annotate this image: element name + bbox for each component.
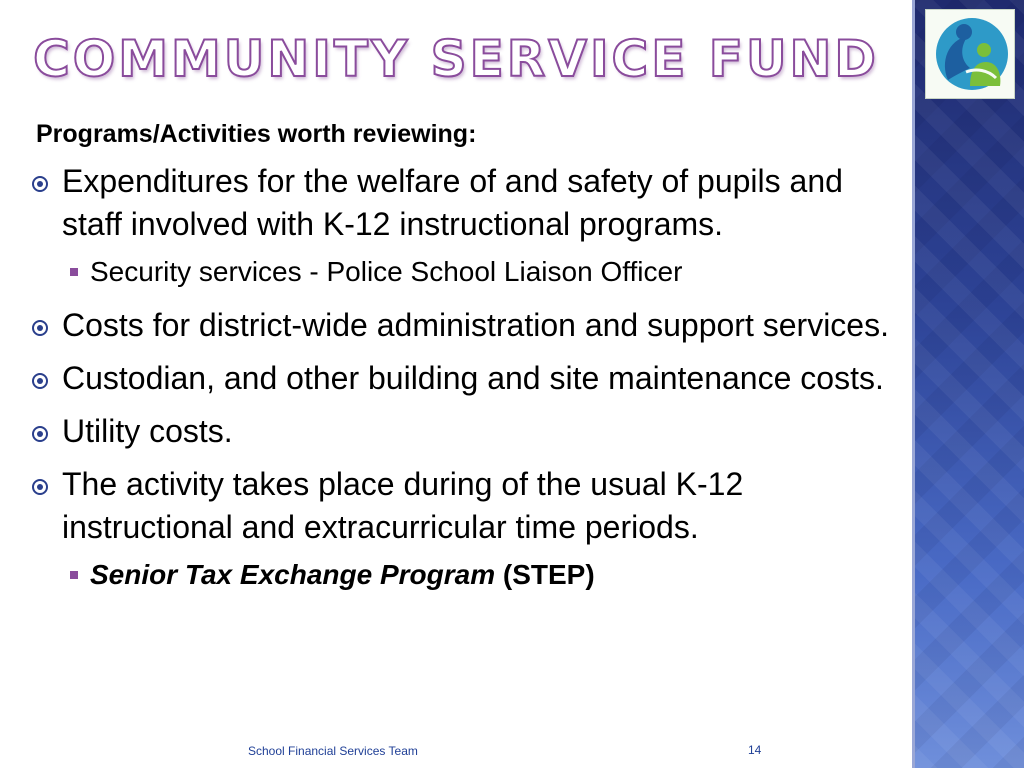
sub-bullet-item <box>30 252 910 292</box>
intro-heading: Programs/Activities worth reviewing: <box>36 120 477 148</box>
slide-title: COMMUNITY SERVICE FUND <box>33 30 879 88</box>
footer-team-name: School Financial Services Team <box>248 744 418 758</box>
target-circle-icon <box>32 479 48 495</box>
sidebar-divider <box>912 0 915 768</box>
bullet-item <box>30 357 910 400</box>
bullet-text: Utility costs. <box>62 413 233 449</box>
program-abbreviation: (STEP) <box>495 559 595 590</box>
bullet-text: Expenditures for the welfare of and safety of pupils and staff involved with K-12 instructional programs. <box>62 163 843 242</box>
target-circle-icon <box>32 426 48 442</box>
bullet-text: Costs for district-wide administration and support services. <box>62 307 889 343</box>
sub-bullet-text: Security services - Police School Liaison Officer <box>90 256 683 287</box>
target-circle-icon <box>32 176 48 192</box>
bullet-text: The activity takes place during of the usual K-12 instructional and extracurricular time periods. <box>62 466 744 545</box>
target-circle-icon <box>32 373 48 389</box>
bullet-item <box>30 160 910 246</box>
bullet-item <box>30 410 910 453</box>
target-circle-icon <box>32 320 48 336</box>
sub-bullet-item <box>30 555 910 595</box>
parent-child-logo-icon <box>926 10 1014 98</box>
page-number: 14 <box>748 743 762 757</box>
bullet-item <box>30 463 910 549</box>
program-name: Senior Tax Exchange Program <box>90 559 496 590</box>
bullet-list <box>30 160 910 595</box>
bullet-text: Custodian, and other building and site maintenance costs. <box>62 360 884 396</box>
square-bullet-icon <box>70 571 78 579</box>
bullet-item <box>30 304 910 347</box>
organization-logo <box>925 9 1015 99</box>
decorative-sidebar <box>912 0 1024 768</box>
square-bullet-icon <box>70 268 78 276</box>
